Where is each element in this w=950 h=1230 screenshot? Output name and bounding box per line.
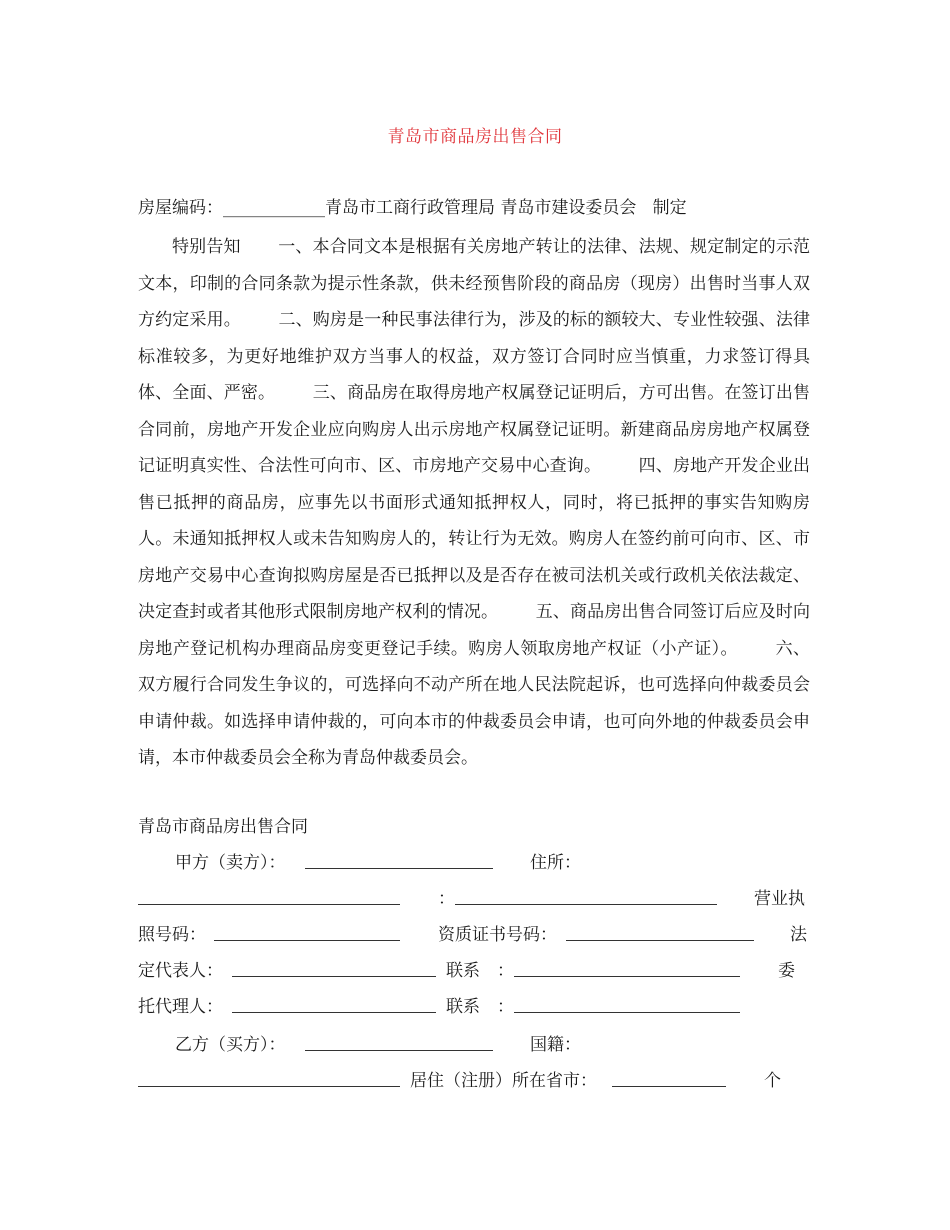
legal-rep-contact-field[interactable] bbox=[514, 959, 740, 977]
house-code-label: 房屋编码： bbox=[138, 198, 223, 218]
agent-contact-field[interactable] bbox=[514, 995, 740, 1013]
license-label-part2: 照号码： bbox=[138, 925, 206, 945]
agent-label-part1: 委 bbox=[778, 961, 795, 981]
notice-item-2: 二、购房是一种民事法律行为，涉及的标的额较大、专业性较强、法律标准较多，为更好地维护双方当事人的权益，双方签订合同时应当慎重，力求签订得具体、全面、严密。 bbox=[138, 310, 811, 403]
notice-item-6: 六、双方履行合同发生争议的，可选择向不动产所在地人民法院起诉，也可选择向仲裁委员会申请仲裁。如选择申请仲裁的，可向本市的仲裁委员会申请，也可向外地的仲裁委员会申请，本市仲裁委员会全称为青岛仲裁委员会。 bbox=[138, 638, 811, 768]
license-label-part1: 营业执 bbox=[754, 889, 805, 909]
agent-label-part2: 托代理人： bbox=[138, 997, 223, 1017]
legal-rep-label-part1: 法 bbox=[790, 925, 807, 945]
license-number-field[interactable] bbox=[214, 923, 400, 941]
postcode-field[interactable] bbox=[455, 887, 717, 905]
nationality-label: 国籍： bbox=[530, 1035, 581, 1055]
notice-item-4: 四、房地产开发企业出售已抵押的商品房，应事先以书面形式通知抵押权人，同时，将已抵押的事实告知购房人。未通知抵押权人或未告知购房人的，转让行为无效。购房人在签约前可向市、区、市房地产交易中心查询拟购房屋是否已抵押以及是否存在被司法机关或行政机关依法裁定、决定查封或者其他形式限制房地产权利的情况。 bbox=[138, 456, 811, 622]
notice-item-3: 三、商品房在取得房地产权属登记证明后，方可出售。在签订出售合同前，房地产开发企业应向购房人出示房地产权属登记证明。新建商品房房地产权属登记证明真实性、合法性可向市、区、市房地产交易中心查询。 bbox=[138, 383, 811, 476]
nationality-field[interactable] bbox=[138, 1069, 400, 1087]
document-title: 青岛市商品房出售合同 bbox=[387, 127, 563, 147]
agent-contact-label: 联系 ： bbox=[446, 997, 514, 1017]
legal-rep-field[interactable] bbox=[232, 959, 436, 977]
contract-subtitle: 青岛市商品房出售合同 bbox=[138, 817, 308, 837]
residence-field[interactable] bbox=[612, 1069, 726, 1087]
address-field[interactable] bbox=[138, 887, 400, 905]
notice-item-1: 一、本合同文本是根据有关房地产转让的法律、法规、规定制定的示范文本，印制的合同条款为提示性条款，供未经预售阶段的商品房（现房）出售时当事人双方约定采用。 bbox=[138, 237, 811, 330]
legal-rep-label-part2: 定代表人： bbox=[138, 961, 223, 981]
qualification-number-field[interactable] bbox=[566, 923, 754, 941]
party-b-field[interactable] bbox=[305, 1033, 493, 1051]
issuer-text: 青岛市工商行政管理局 青岛市建设委员会 bbox=[325, 198, 637, 218]
party-a-label: 甲方（卖方）： bbox=[175, 853, 286, 873]
residence-label: 居住（注册）所在省市： bbox=[410, 1071, 597, 1091]
party-b-label: 乙方（买方）： bbox=[175, 1035, 286, 1055]
notice-heading: 特别告知 bbox=[172, 237, 241, 257]
special-notice-paragraph bbox=[138, 229, 810, 777]
agent-field[interactable] bbox=[232, 995, 436, 1013]
colon-label: ： bbox=[438, 889, 455, 909]
qualification-label: 资质证书号码： bbox=[438, 925, 557, 945]
contact-label: 联系 ： bbox=[446, 961, 514, 981]
notice-item-5: 五、商品房出售合同签订后应及时向房地产登记机构办理商品房变更登记手续。购房人领取房地产权证（小产证）。 bbox=[138, 602, 811, 659]
address-label: 住所： bbox=[530, 853, 581, 873]
made-by-text: 制定 bbox=[652, 198, 687, 218]
party-a-field[interactable] bbox=[305, 851, 493, 869]
header-line bbox=[138, 196, 687, 220]
house-code-blank: ____________ bbox=[223, 198, 325, 218]
individual-label: 个 bbox=[764, 1071, 781, 1091]
